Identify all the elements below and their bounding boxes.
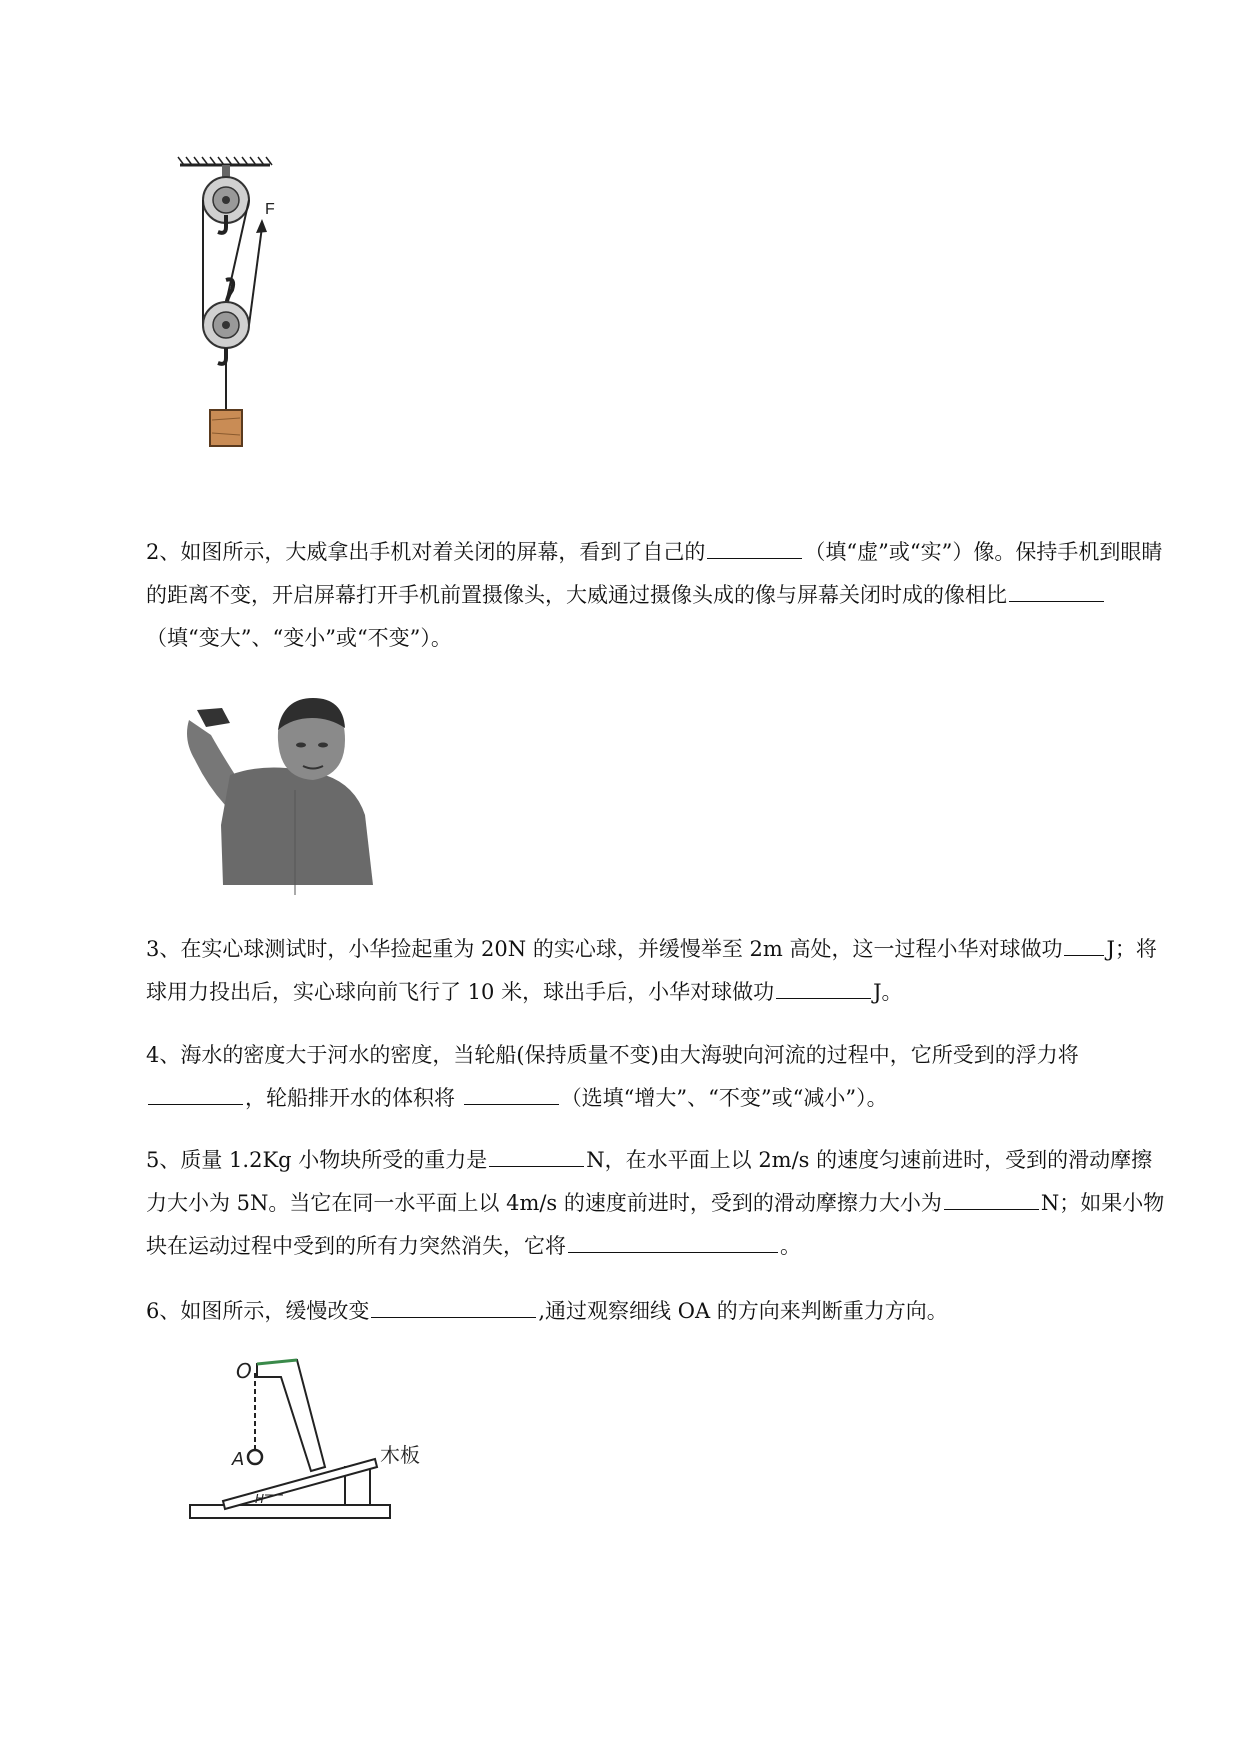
question-number: 6、 — [146, 1299, 181, 1323]
answer-blank[interactable] — [1009, 577, 1104, 602]
answer-blank[interactable] — [371, 1293, 536, 1318]
selfie-photo — [175, 690, 390, 895]
answer-blank[interactable] — [707, 534, 802, 559]
answer-blank[interactable] — [944, 1185, 1039, 1210]
question-number: 5、 — [146, 1148, 181, 1172]
answer-blank[interactable] — [489, 1142, 584, 1167]
question-2: 2、如图所示，大威拿出手机对着关闭的屏幕，看到了自己的 （填“虚”或“实”）像。保持手机到眼睛的距离不变，开启屏幕打开手机前置摄像头，大威通过摄像头成的像与屏幕关闭时成的像相比（填“变大”、“变小”或“不变”）。 — [146, 531, 1166, 660]
question-number: 3、 — [146, 937, 181, 961]
question-6: 6、如图所示，缓慢改变 ,通过观察细线 OA 的方向来判断重力方向。 — [146, 1290, 1166, 1333]
question-4: 4、海水的密度大于河水的密度，当轮船(保持质量不变)由大海驶向河流的过程中，它所受到的浮力将，轮船排开水的体积将 （选填“增大”、“不变”或“减小”）。 — [146, 1043, 1079, 1110]
answer-blank[interactable] — [568, 1228, 778, 1253]
answer-blank[interactable] — [464, 1080, 559, 1105]
label-board: 木板 — [380, 1443, 420, 1467]
label-o: O — [236, 1359, 252, 1383]
pulley-figure — [170, 155, 310, 505]
label-h: H — [255, 1492, 265, 1506]
question-number: 2、 — [146, 540, 181, 564]
question-5: 5、质量 1.2Kg 小物块所受的重力是 N，在水平面上以 2m/s 的速度匀速前进时，受到的滑动摩擦力大小为 5N。当它在同一水平面上以 4m/s 的速度前进时，受到的滑动摩擦力大小为 N；如果小物块在运动过程中受到的所有力突然消失，它将 。 — [146, 1139, 1166, 1268]
force-label: F — [265, 201, 275, 218]
plumb-line-figure — [185, 1355, 435, 1530]
question-number: 4、 — [146, 1043, 181, 1067]
question-3: 3、在实心球测试时，小华捡起重为 20N 的实心球，并缓慢举至 2m 高处，这一过程小华对球做功 J；将球用力投出后，实心球向前飞行了 10 米，球出手后，小华对球做功 J。 — [146, 928, 1166, 1014]
answer-blank[interactable] — [148, 1080, 243, 1105]
answer-blank[interactable] — [1064, 931, 1104, 956]
label-a: A — [232, 1449, 245, 1470]
answer-blank[interactable] — [776, 974, 871, 999]
